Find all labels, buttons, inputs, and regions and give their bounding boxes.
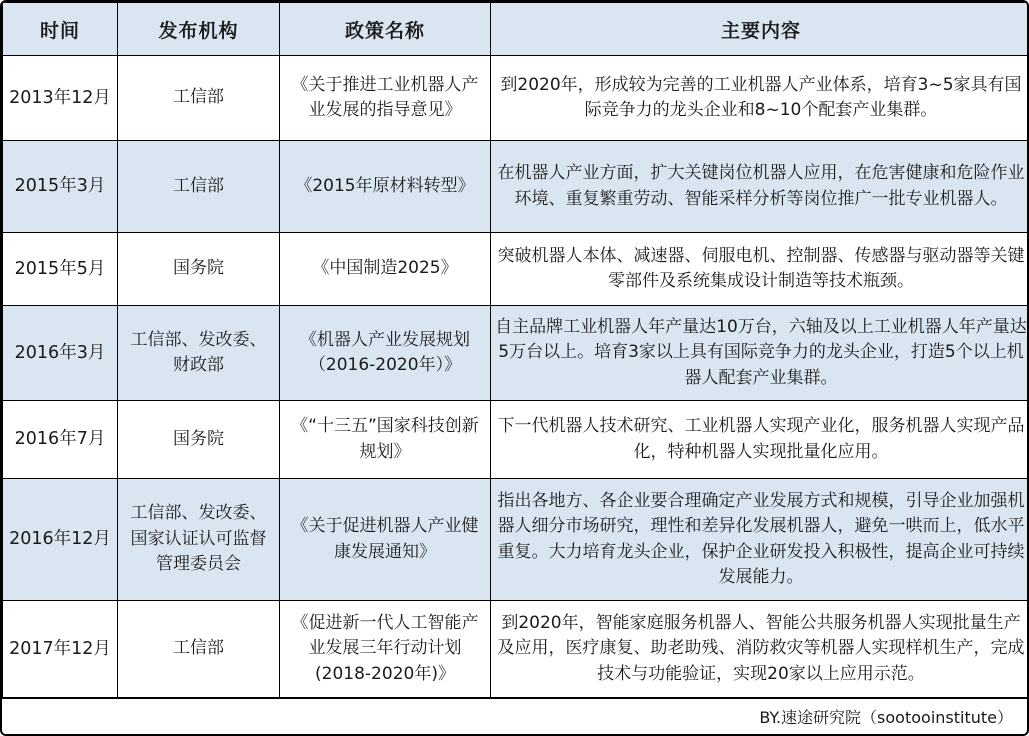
cell-agency: 工信部 xyxy=(118,141,280,233)
cell-time: 2013年12月 xyxy=(3,56,118,141)
cell-policy: 《2015年原材料转型》 xyxy=(280,141,491,233)
cell-content: 指出各地方、各企业要合理确定产业发展方式和规模，引导企业加强机器人细分市场研究，理性和差异化发展机器人，避免一哄而上，低水平重复。大力培育龙头企业，保护企业研发投入积极性，提高企业可持续发展能力。 xyxy=(491,479,1029,601)
table-row xyxy=(3,401,1029,479)
table-row xyxy=(3,601,1029,698)
cell-policy: 《促进新一代人工智能产业发展三年行动计划(2018-2020年)》 xyxy=(280,601,491,698)
col-header-policy: 政策名称 xyxy=(280,3,491,56)
cell-time: 2015年3月 xyxy=(3,141,118,233)
col-header-agency: 发布机构 xyxy=(118,3,280,56)
col-header-content: 主要内容 xyxy=(491,3,1029,56)
table-row xyxy=(3,306,1029,401)
table-row xyxy=(3,56,1029,141)
cell-agency: 工信部 xyxy=(118,601,280,698)
cell-time: 2016年7月 xyxy=(3,401,118,479)
table-row xyxy=(3,479,1029,601)
cell-policy: 《“十三五”国家科技创新规划》 xyxy=(280,401,491,479)
cell-time: 2016年3月 xyxy=(3,306,118,401)
cell-time: 2016年12月 xyxy=(3,479,118,601)
cell-agency: 国务院 xyxy=(118,401,280,479)
cell-content: 在机器人产业方面，扩大关键岗位机器人应用，在危害健康和危险作业环境、重复繁重劳动、智能采样分析等岗位推广一批专业机器人。 xyxy=(491,141,1029,233)
cell-agency: 工信部、发改委、国家认证认可监督管理委员会 xyxy=(118,479,280,601)
cell-agency: 工信部、发改委、财政部 xyxy=(118,306,280,401)
col-header-time: 时间 xyxy=(3,3,118,56)
cell-policy: 《机器人产业发展规划（2016-2020年）》 xyxy=(280,306,491,401)
cell-content: 到2020年，智能家庭服务机器人、智能公共服务机器人实现批量生产及应用，医疗康复、助老助残、消防救灾等机器人实现样机生产，完成技术与功能验证，实现20家以上应用示范。 xyxy=(491,601,1029,698)
cell-content: 突破机器人本体、减速器、伺服电机、控制器、传感器与驱动器等关键零部件及系统集成设计制造等技术瓶颈。 xyxy=(491,233,1029,306)
cell-time: 2017年12月 xyxy=(3,601,118,698)
cell-content: 到2020年，形成较为完善的工业机器人产业体系，培育3~5家具有国际竞争力的龙头企业和8~10个配套产业集群。 xyxy=(491,56,1029,141)
cell-content: 自主品牌工业机器人年产量达10万台，六轴及以上工业机器人年产量达5万台以上。培育3家以上具有国际竞争力的龙头企业，打造5个以上机器人配套产业集群。 xyxy=(491,306,1029,401)
cell-policy: 《关于促进机器人产业健康发展通知》 xyxy=(280,479,491,601)
table-header-row xyxy=(3,3,1029,56)
cell-content: 下一代机器人技术研究、工业机器人实现产业化，服务机器人实现产品化，特种机器人实现批量化应用。 xyxy=(491,401,1029,479)
table-row xyxy=(3,141,1029,233)
cell-time: 2015年5月 xyxy=(3,233,118,306)
policy-table xyxy=(2,2,1029,698)
credit-text: BY.速途研究院（sootooinstitute） xyxy=(759,708,1013,727)
cell-agency: 国务院 xyxy=(118,233,280,306)
cell-policy: 《中国制造2025》 xyxy=(280,233,491,306)
cell-policy: 《关于推进工业机器人产业发展的指导意见》 xyxy=(280,56,491,141)
credit-line xyxy=(2,698,1027,734)
cell-agency: 工信部 xyxy=(118,56,280,141)
table-row xyxy=(3,233,1029,306)
